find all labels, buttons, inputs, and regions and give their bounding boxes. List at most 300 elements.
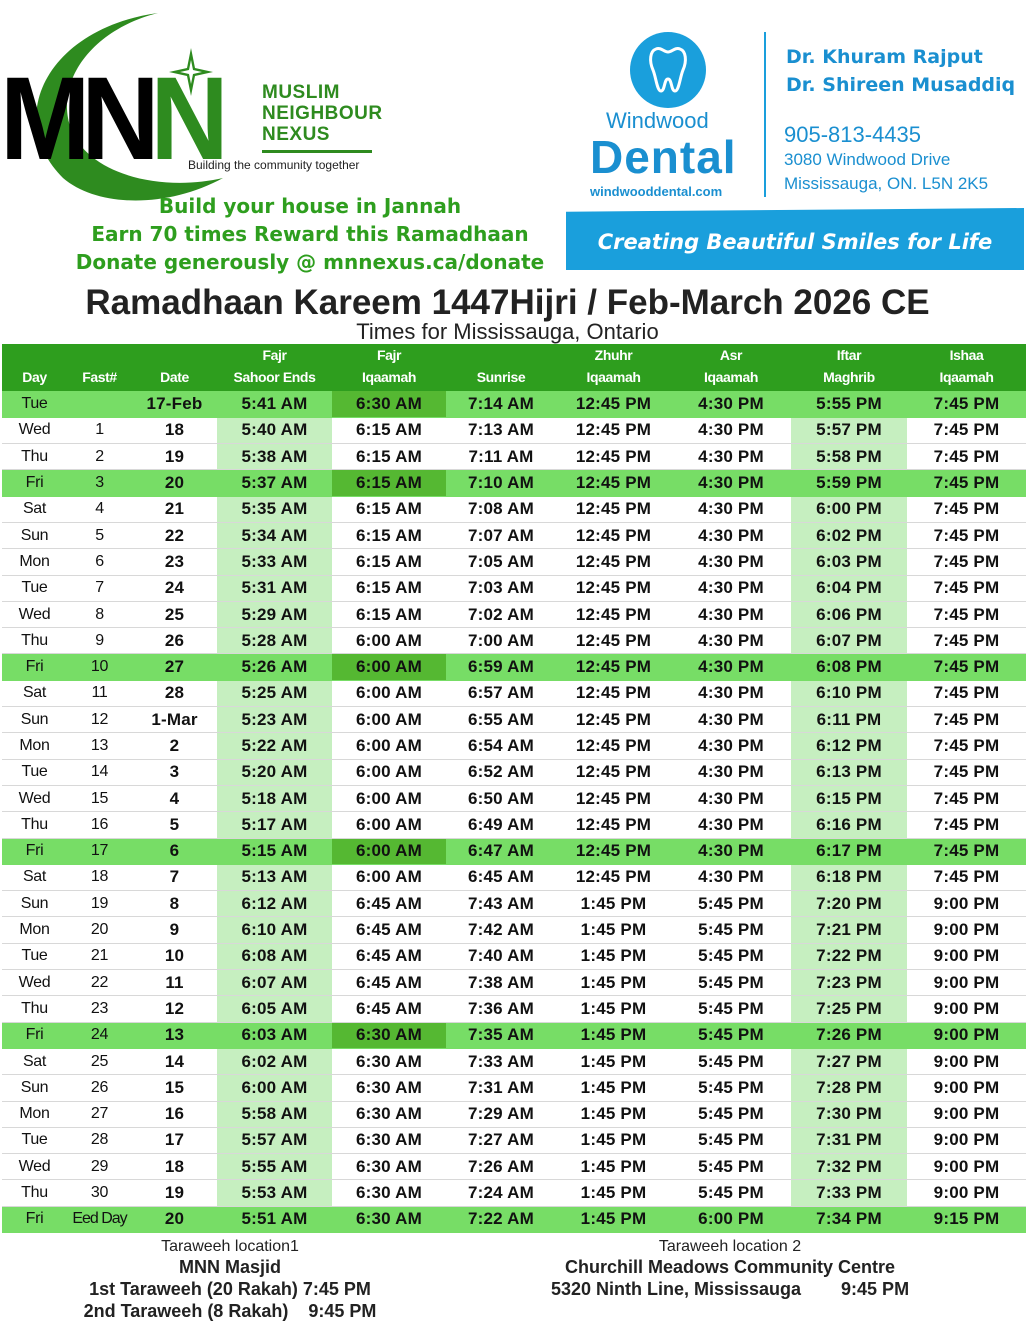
fast-cell: 4 (67, 496, 132, 522)
sunrise-cell: 7:35 AM (446, 1022, 556, 1048)
date-cell: 5 (132, 812, 217, 838)
table-row (2, 917, 1026, 943)
fajr-iqaamah-cell: 6:00 AM (332, 759, 446, 785)
sahoor-cell: 6:00 AM (217, 1075, 332, 1101)
sahoor-cell: 5:40 AM (217, 417, 332, 443)
sunrise-cell: 7:27 AM (446, 1127, 556, 1153)
sunrise-cell: 7:36 AM (446, 996, 556, 1022)
fast-cell: 8 (67, 601, 132, 627)
ishaa-cell: 9:15 PM (907, 1206, 1026, 1232)
day-cell: Tue (2, 759, 67, 785)
ishaa-cell: 9:00 PM (907, 943, 1026, 969)
zhuhr-cell: 12:45 PM (556, 575, 671, 601)
asr-cell: 6:00 PM (671, 1206, 791, 1232)
zhuhr-cell: 12:45 PM (556, 496, 671, 522)
col-header-sahoor: Fajr Sahoor Ends (217, 344, 332, 391)
ishaa-cell: 9:00 PM (907, 1180, 1026, 1206)
maghrib-cell: 6:02 PM (791, 522, 907, 548)
day-cell: Sun (2, 1075, 67, 1101)
tooth-logo (630, 32, 706, 108)
ishaa-cell: 7:45 PM (907, 601, 1026, 627)
sahoor-cell: 5:53 AM (217, 1180, 332, 1206)
asr-cell: 4:30 PM (671, 417, 791, 443)
date-cell: 23 (132, 549, 217, 575)
maghrib-cell: 7:30 PM (791, 1101, 907, 1127)
sahoor-cell: 6:12 AM (217, 891, 332, 917)
sunrise-cell: 7:07 AM (446, 522, 556, 548)
promo-line3: Donate generously @ mnnexus.ca/donate (75, 250, 545, 274)
ishaa-cell: 7:45 PM (907, 759, 1026, 785)
sunrise-cell: 7:08 AM (446, 496, 556, 522)
tooth-icon (648, 46, 688, 94)
ishaa-cell: 9:00 PM (907, 1048, 1026, 1074)
sunrise-cell: 6:49 AM (446, 812, 556, 838)
sahoor-cell: 5:29 AM (217, 601, 332, 627)
sunrise-cell: 7:29 AM (446, 1101, 556, 1127)
fast-cell: 21 (67, 943, 132, 969)
sahoor-cell: 5:20 AM (217, 759, 332, 785)
asr-cell: 4:30 PM (671, 496, 791, 522)
zhuhr-cell: 1:45 PM (556, 891, 671, 917)
date-cell: 19 (132, 444, 217, 470)
date-cell: 22 (132, 522, 217, 548)
doctor-2: Dr. Shireen Musaddiq (786, 74, 1016, 96)
sunrise-cell: 6:55 AM (446, 707, 556, 733)
table-row (2, 943, 1026, 969)
asr-cell: 4:30 PM (671, 575, 791, 601)
maghrib-cell: 7:32 PM (791, 1154, 907, 1180)
day-cell: Mon (2, 917, 67, 943)
zhuhr-cell: 12:45 PM (556, 444, 671, 470)
mnn-letters-mn: MN (0, 53, 151, 185)
fast-cell: 15 (67, 785, 132, 811)
zhuhr-cell: 1:45 PM (556, 943, 671, 969)
mnn-logo-letters (0, 53, 220, 185)
sahoor-cell: 6:10 AM (217, 917, 332, 943)
date-cell: 3 (132, 759, 217, 785)
day-cell: Wed (2, 970, 67, 996)
fajr-iqaamah-cell: 6:30 AM (332, 1154, 446, 1180)
taraweeh-location-1 (60, 1238, 400, 1322)
asr-cell: 5:45 PM (671, 1154, 791, 1180)
day-cell: Mon (2, 549, 67, 575)
ishaa-cell: 9:00 PM (907, 1154, 1026, 1180)
fajr-iqaamah-cell: 6:15 AM (332, 522, 446, 548)
asr-cell: 4:30 PM (671, 785, 791, 811)
fast-cell: 29 (67, 1154, 132, 1180)
table-row (2, 1022, 1026, 1048)
date-cell: 16 (132, 1101, 217, 1127)
fast-cell: 3 (67, 470, 132, 496)
fajr-iqaamah-cell: 6:15 AM (332, 549, 446, 575)
sunrise-cell: 7:42 AM (446, 917, 556, 943)
sahoor-cell: 5:51 AM (217, 1206, 332, 1232)
date-cell: 19 (132, 1180, 217, 1206)
maghrib-cell: 6:00 PM (791, 496, 907, 522)
day-cell: Tue (2, 943, 67, 969)
ishaa-cell: 9:00 PM (907, 996, 1026, 1022)
fajr-iqaamah-cell: 6:15 AM (332, 444, 446, 470)
sahoor-cell: 5:34 AM (217, 522, 332, 548)
ishaa-cell: 9:00 PM (907, 1022, 1026, 1048)
fast-cell: 27 (67, 1101, 132, 1127)
timetable-body (2, 391, 1026, 1233)
maghrib-cell: 6:16 PM (791, 812, 907, 838)
day-cell: Tue (2, 1127, 67, 1153)
sunrise-cell: 7:05 AM (446, 549, 556, 575)
prayer-timetable (2, 344, 1026, 1233)
date-cell: 24 (132, 575, 217, 601)
asr-cell: 5:45 PM (671, 1101, 791, 1127)
sahoor-cell: 5:33 AM (217, 549, 332, 575)
sunrise-cell: 7:02 AM (446, 601, 556, 627)
donation-promo (0, 192, 620, 276)
asr-cell: 4:30 PM (671, 391, 791, 417)
ishaa-cell: 7:45 PM (907, 654, 1026, 680)
table-row (2, 707, 1026, 733)
table-row (2, 733, 1026, 759)
fast-cell: 1 (67, 417, 132, 443)
sunrise-cell: 7:31 AM (446, 1075, 556, 1101)
dental-phone: 905-813-4435 (784, 122, 922, 147)
fast-cell: 26 (67, 1075, 132, 1101)
sunrise-cell: 7:33 AM (446, 1048, 556, 1074)
maghrib-cell: 7:33 PM (791, 1180, 907, 1206)
asr-cell: 4:30 PM (671, 549, 791, 575)
taraweeh2-address-time: 5320 Ninth Line, Mississauga 9:45 PM (550, 1279, 910, 1299)
ishaa-cell: 7:45 PM (907, 549, 1026, 575)
day-cell: Thu (2, 444, 67, 470)
ishaa-cell: 7:45 PM (907, 680, 1026, 706)
ishaa-cell: 7:45 PM (907, 812, 1026, 838)
maghrib-cell: 7:31 PM (791, 1127, 907, 1153)
sahoor-cell: 6:02 AM (217, 1048, 332, 1074)
ishaa-cell: 7:45 PM (907, 496, 1026, 522)
day-cell: Wed (2, 785, 67, 811)
maghrib-cell: 6:08 PM (791, 654, 907, 680)
fast-cell: 10 (67, 654, 132, 680)
fajr-iqaamah-cell: 6:30 AM (332, 1206, 446, 1232)
zhuhr-cell: 12:45 PM (556, 654, 671, 680)
date-cell: 10 (132, 943, 217, 969)
day-cell: Thu (2, 812, 67, 838)
maghrib-cell: 5:59 PM (791, 470, 907, 496)
table-row (2, 759, 1026, 785)
fajr-iqaamah-cell: 6:30 AM (332, 1180, 446, 1206)
sunrise-cell: 7:13 AM (446, 417, 556, 443)
asr-cell: 5:45 PM (671, 943, 791, 969)
maghrib-cell: 6:06 PM (791, 601, 907, 627)
fajr-iqaamah-cell: 6:00 AM (332, 733, 446, 759)
maghrib-cell: 6:13 PM (791, 759, 907, 785)
ishaa-cell: 7:45 PM (907, 733, 1026, 759)
mnn-name-line3: NEXUS (262, 124, 330, 145)
date-cell: 11 (132, 970, 217, 996)
asr-cell: 5:45 PM (671, 970, 791, 996)
table-row (2, 1180, 1026, 1206)
fajr-iqaamah-cell: 6:15 AM (332, 575, 446, 601)
maghrib-cell: 7:20 PM (791, 891, 907, 917)
date-cell: 18 (132, 1154, 217, 1180)
ishaa-cell: 9:00 PM (907, 1101, 1026, 1127)
col-header-fast: Fast# (67, 344, 132, 391)
dental-divider (764, 32, 766, 197)
sahoor-cell: 6:07 AM (217, 970, 332, 996)
table-row (2, 864, 1026, 890)
table-row (2, 496, 1026, 522)
zhuhr-cell: 1:45 PM (556, 996, 671, 1022)
sunrise-cell: 6:52 AM (446, 759, 556, 785)
fajr-iqaamah-cell: 6:45 AM (332, 996, 446, 1022)
sahoor-cell: 5:55 AM (217, 1154, 332, 1180)
sunrise-cell: 7:11 AM (446, 444, 556, 470)
maghrib-cell: 6:10 PM (791, 680, 907, 706)
day-cell: Thu (2, 996, 67, 1022)
fast-cell: 2 (67, 444, 132, 470)
zhuhr-cell: 1:45 PM (556, 917, 671, 943)
date-cell: 2 (132, 733, 217, 759)
fajr-iqaamah-cell: 6:00 AM (332, 680, 446, 706)
maghrib-cell: 6:15 PM (791, 785, 907, 811)
fast-cell: 7 (67, 575, 132, 601)
mnn-logo (0, 8, 560, 188)
fajr-iqaamah-cell: 6:15 AM (332, 601, 446, 627)
date-cell: 27 (132, 654, 217, 680)
taraweeh1-venue: MNN Masjid (178, 1257, 281, 1277)
table-row (2, 1101, 1026, 1127)
ishaa-cell: 9:00 PM (907, 1127, 1026, 1153)
zhuhr-cell: 12:45 PM (556, 549, 671, 575)
ishaa-cell: 9:00 PM (907, 1075, 1026, 1101)
table-header-row (2, 344, 1026, 391)
asr-cell: 4:30 PM (671, 654, 791, 680)
table-row (2, 838, 1026, 864)
maghrib-cell: 6:12 PM (791, 733, 907, 759)
maghrib-cell: 5:57 PM (791, 417, 907, 443)
sahoor-cell: 6:03 AM (217, 1022, 332, 1048)
asr-cell: 4:30 PM (671, 444, 791, 470)
date-cell: 9 (132, 917, 217, 943)
table-row (2, 628, 1026, 654)
fast-cell (67, 391, 132, 417)
sunrise-cell: 7:10 AM (446, 470, 556, 496)
table-row (2, 417, 1026, 443)
date-cell: 14 (132, 1048, 217, 1074)
zhuhr-cell: 1:45 PM (556, 1048, 671, 1074)
date-cell: 28 (132, 680, 217, 706)
sahoor-cell: 5:25 AM (217, 680, 332, 706)
fast-cell: 6 (67, 549, 132, 575)
asr-cell: 4:30 PM (671, 628, 791, 654)
zhuhr-cell: 12:45 PM (556, 628, 671, 654)
taraweeh2-label: Taraweeh location 2 (658, 1238, 802, 1255)
date-cell: 12 (132, 996, 217, 1022)
day-cell: Sat (2, 864, 67, 890)
fast-cell: 12 (67, 707, 132, 733)
sunrise-cell: 7:14 AM (446, 391, 556, 417)
table-row (2, 549, 1026, 575)
dental-website: windwooddental.com (590, 184, 723, 199)
asr-cell: 5:45 PM (671, 996, 791, 1022)
fajr-iqaamah-cell: 6:00 AM (332, 785, 446, 811)
sahoor-cell: 5:13 AM (217, 864, 332, 890)
day-cell: Wed (2, 601, 67, 627)
sahoor-cell: 5:57 AM (217, 1127, 332, 1153)
asr-cell: 4:30 PM (671, 733, 791, 759)
fajr-iqaamah-cell: 6:45 AM (332, 891, 446, 917)
col-header-day: Day (2, 344, 67, 391)
day-cell: Sat (2, 680, 67, 706)
sunrise-cell: 7:38 AM (446, 970, 556, 996)
zhuhr-cell: 12:45 PM (556, 785, 671, 811)
date-cell: 21 (132, 496, 217, 522)
sahoor-cell: 5:23 AM (217, 707, 332, 733)
zhuhr-cell: 1:45 PM (556, 1127, 671, 1153)
date-cell: 17 (132, 1127, 217, 1153)
maghrib-cell: 6:18 PM (791, 864, 907, 890)
sunrise-cell: 7:22 AM (446, 1206, 556, 1232)
date-cell: 18 (132, 417, 217, 443)
fast-cell: 23 (67, 996, 132, 1022)
sunrise-cell: 7:24 AM (446, 1180, 556, 1206)
zhuhr-cell: 12:45 PM (556, 838, 671, 864)
sahoor-cell: 6:08 AM (217, 943, 332, 969)
fast-cell: 30 (67, 1180, 132, 1206)
ishaa-cell: 7:45 PM (907, 522, 1026, 548)
fajr-iqaamah-cell: 6:15 AM (332, 417, 446, 443)
fajr-iqaamah-cell: 6:45 AM (332, 970, 446, 996)
asr-cell: 5:45 PM (671, 917, 791, 943)
table-row (2, 470, 1026, 496)
zhuhr-cell: 12:45 PM (556, 522, 671, 548)
ishaa-cell: 9:00 PM (907, 970, 1026, 996)
date-cell: 13 (132, 1022, 217, 1048)
sunrise-cell: 6:54 AM (446, 733, 556, 759)
zhuhr-cell: 12:45 PM (556, 707, 671, 733)
table-row (2, 996, 1026, 1022)
date-cell: 7 (132, 864, 217, 890)
fajr-iqaamah-cell: 6:30 AM (332, 1075, 446, 1101)
maghrib-cell: 6:03 PM (791, 549, 907, 575)
sahoor-cell: 5:37 AM (217, 470, 332, 496)
table-row (2, 1154, 1026, 1180)
asr-cell: 4:30 PM (671, 838, 791, 864)
asr-cell: 4:30 PM (671, 680, 791, 706)
fajr-iqaamah-cell: 6:30 AM (332, 1127, 446, 1153)
asr-cell: 5:45 PM (671, 1048, 791, 1074)
date-cell: 1-Mar (132, 707, 217, 733)
sunrise-cell: 6:50 AM (446, 785, 556, 811)
dental-brand-main: Dental (590, 131, 737, 183)
fast-cell: 17 (67, 838, 132, 864)
fast-cell: 13 (67, 733, 132, 759)
sunrise-cell: 7:26 AM (446, 1154, 556, 1180)
sunrise-cell: 6:47 AM (446, 838, 556, 864)
sahoor-cell: 5:17 AM (217, 812, 332, 838)
maghrib-cell: 6:07 PM (791, 628, 907, 654)
zhuhr-cell: 12:45 PM (556, 759, 671, 785)
maghrib-cell: 7:28 PM (791, 1075, 907, 1101)
zhuhr-cell: 12:45 PM (556, 864, 671, 890)
fast-cell: 18 (67, 864, 132, 890)
table-row (2, 1075, 1026, 1101)
col-header-sunrise: Sunrise (446, 344, 556, 391)
col-header-iftar: Iftar Maghrib (791, 344, 907, 391)
day-cell: Mon (2, 733, 67, 759)
asr-cell: 4:30 PM (671, 601, 791, 627)
ishaa-cell: 7:45 PM (907, 391, 1026, 417)
zhuhr-cell: 12:45 PM (556, 417, 671, 443)
fajr-iqaamah-cell: 6:30 AM (332, 391, 446, 417)
day-cell: Fri (2, 470, 67, 496)
table-row (2, 1127, 1026, 1153)
asr-cell: 4:30 PM (671, 522, 791, 548)
page-title: Ramadhaan Kareem 1447Hijri / Feb-March 2026 CE (85, 283, 930, 322)
date-cell: 20 (132, 1206, 217, 1232)
fajr-iqaamah-cell: 6:00 AM (332, 654, 446, 680)
day-cell: Sun (2, 891, 67, 917)
fajr-iqaamah-cell: 6:00 AM (332, 707, 446, 733)
ishaa-cell: 7:45 PM (907, 628, 1026, 654)
day-cell: Fri (2, 654, 67, 680)
maghrib-cell: 7:22 PM (791, 943, 907, 969)
asr-cell: 4:30 PM (671, 759, 791, 785)
ishaa-cell: 7:45 PM (907, 417, 1026, 443)
asr-cell: 4:30 PM (671, 707, 791, 733)
fast-cell: 9 (67, 628, 132, 654)
dental-address-line2: Mississauga, ON. L5N 2K5 (784, 174, 989, 193)
fast-cell: 20 (67, 917, 132, 943)
zhuhr-cell: 12:45 PM (556, 601, 671, 627)
ishaa-cell: 9:00 PM (907, 891, 1026, 917)
taraweeh1-label: Taraweeh location1 (161, 1238, 299, 1255)
dental-slogan: Creating Beautiful Smiles for Life (597, 230, 993, 254)
mnn-name (262, 82, 383, 145)
day-cell: Sun (2, 707, 67, 733)
sahoor-cell: 5:28 AM (217, 628, 332, 654)
zhuhr-cell: 1:45 PM (556, 1075, 671, 1101)
zhuhr-cell: 12:45 PM (556, 470, 671, 496)
taraweeh-location-2 (530, 1238, 930, 1300)
mnn-name-line1: MUSLIM (262, 82, 340, 103)
asr-cell: 5:45 PM (671, 891, 791, 917)
table-row (2, 391, 1026, 417)
fajr-iqaamah-cell: 6:15 AM (332, 470, 446, 496)
maghrib-cell: 7:27 PM (791, 1048, 907, 1074)
date-cell: 6 (132, 838, 217, 864)
ishaa-cell: 7:45 PM (907, 575, 1026, 601)
zhuhr-cell: 12:45 PM (556, 680, 671, 706)
taraweeh1-first: 1st Taraweeh (20 Rakah) 7:45 PM (89, 1279, 371, 1299)
table-row (2, 444, 1026, 470)
table-row (2, 654, 1026, 680)
table-row (2, 970, 1026, 996)
asr-cell: 5:45 PM (671, 1022, 791, 1048)
dental-address-line1: 3080 Windwood Drive (784, 150, 951, 169)
zhuhr-cell: 12:45 PM (556, 812, 671, 838)
ishaa-cell: 7:45 PM (907, 707, 1026, 733)
ishaa-cell: 7:45 PM (907, 444, 1026, 470)
mnn-tagline: Building the community together (188, 158, 360, 172)
date-cell: 15 (132, 1075, 217, 1101)
table-row (2, 1206, 1026, 1232)
fast-cell: 28 (67, 1127, 132, 1153)
fast-cell: 16 (67, 812, 132, 838)
zhuhr-cell: 1:45 PM (556, 970, 671, 996)
fajr-iqaamah-cell: 6:30 AM (332, 1101, 446, 1127)
zhuhr-cell: 1:45 PM (556, 1022, 671, 1048)
maghrib-cell: 6:11 PM (791, 707, 907, 733)
